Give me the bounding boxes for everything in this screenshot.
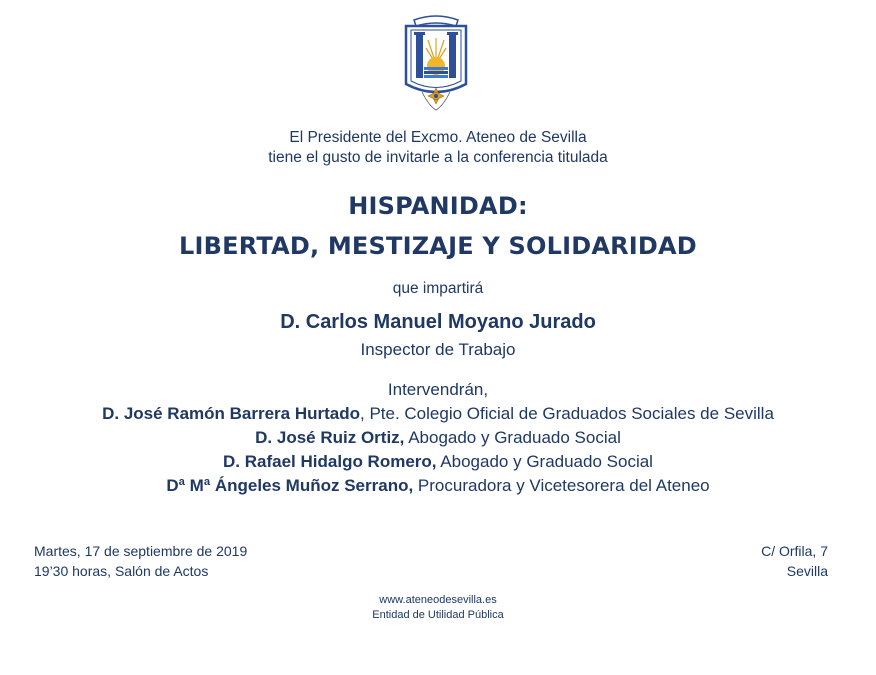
speaker-name: D. Carlos Manuel Moyano Jurado <box>280 311 596 333</box>
participant-role: Abogado y Graduado Social <box>404 428 621 447</box>
intro-line-2: tiene el gusto de invitarle a la conferencia titulada <box>268 149 608 166</box>
website-link[interactable]: www.ateneodesevilla.es <box>379 594 497 606</box>
intro-line-1: El Presidente del Excmo. Ateneo de Sevilla <box>289 129 587 146</box>
event-address: C/ Orfila, 7 <box>761 543 828 559</box>
participant-role: Abogado y Graduado Social <box>436 452 653 471</box>
participant-role: , Pte. Colegio Oficial de Graduados Sociales de Sevilla <box>360 404 774 423</box>
crest-icon <box>396 14 476 116</box>
conference-title-line-2: LIBERTAD, MESTIZAJE Y SOLIDARIDAD <box>179 232 697 260</box>
event-date-block <box>34 541 247 581</box>
event-date: Martes, 17 de septiembre de 2019 <box>34 543 248 559</box>
speaker-intro: que impartirá <box>392 280 484 297</box>
event-address-block <box>761 541 828 581</box>
participant-name: Dª Mª Ángeles Muñoz Serrano, <box>166 476 414 495</box>
ateneo-crest-logo <box>396 14 476 116</box>
participant-name: D. José Ruiz Ortiz, <box>255 428 405 447</box>
participant-name: D. Rafael Hidalgo Romero, <box>223 452 437 471</box>
participant-item <box>0 402 876 426</box>
participant-item <box>0 426 876 450</box>
event-city: Sevilla <box>786 563 828 579</box>
participant-name: D. José Ramón Barrera Hurtado <box>102 404 360 423</box>
participant-item <box>0 450 876 474</box>
event-time-place: 19’30 horas, Salón de Actos <box>34 563 209 579</box>
conference-title-line-1: HISPANIDAD: <box>348 192 528 220</box>
speaker-role: Inspector de Trabajo <box>360 340 516 359</box>
participants-list <box>0 378 876 498</box>
entity-status: Entidad de Utilidad Pública <box>372 609 504 621</box>
participants-heading: Intervendrán, <box>387 380 489 399</box>
participant-item <box>0 474 876 498</box>
participant-role: Procuradora y Vicetesorera del Ateneo <box>413 476 710 495</box>
